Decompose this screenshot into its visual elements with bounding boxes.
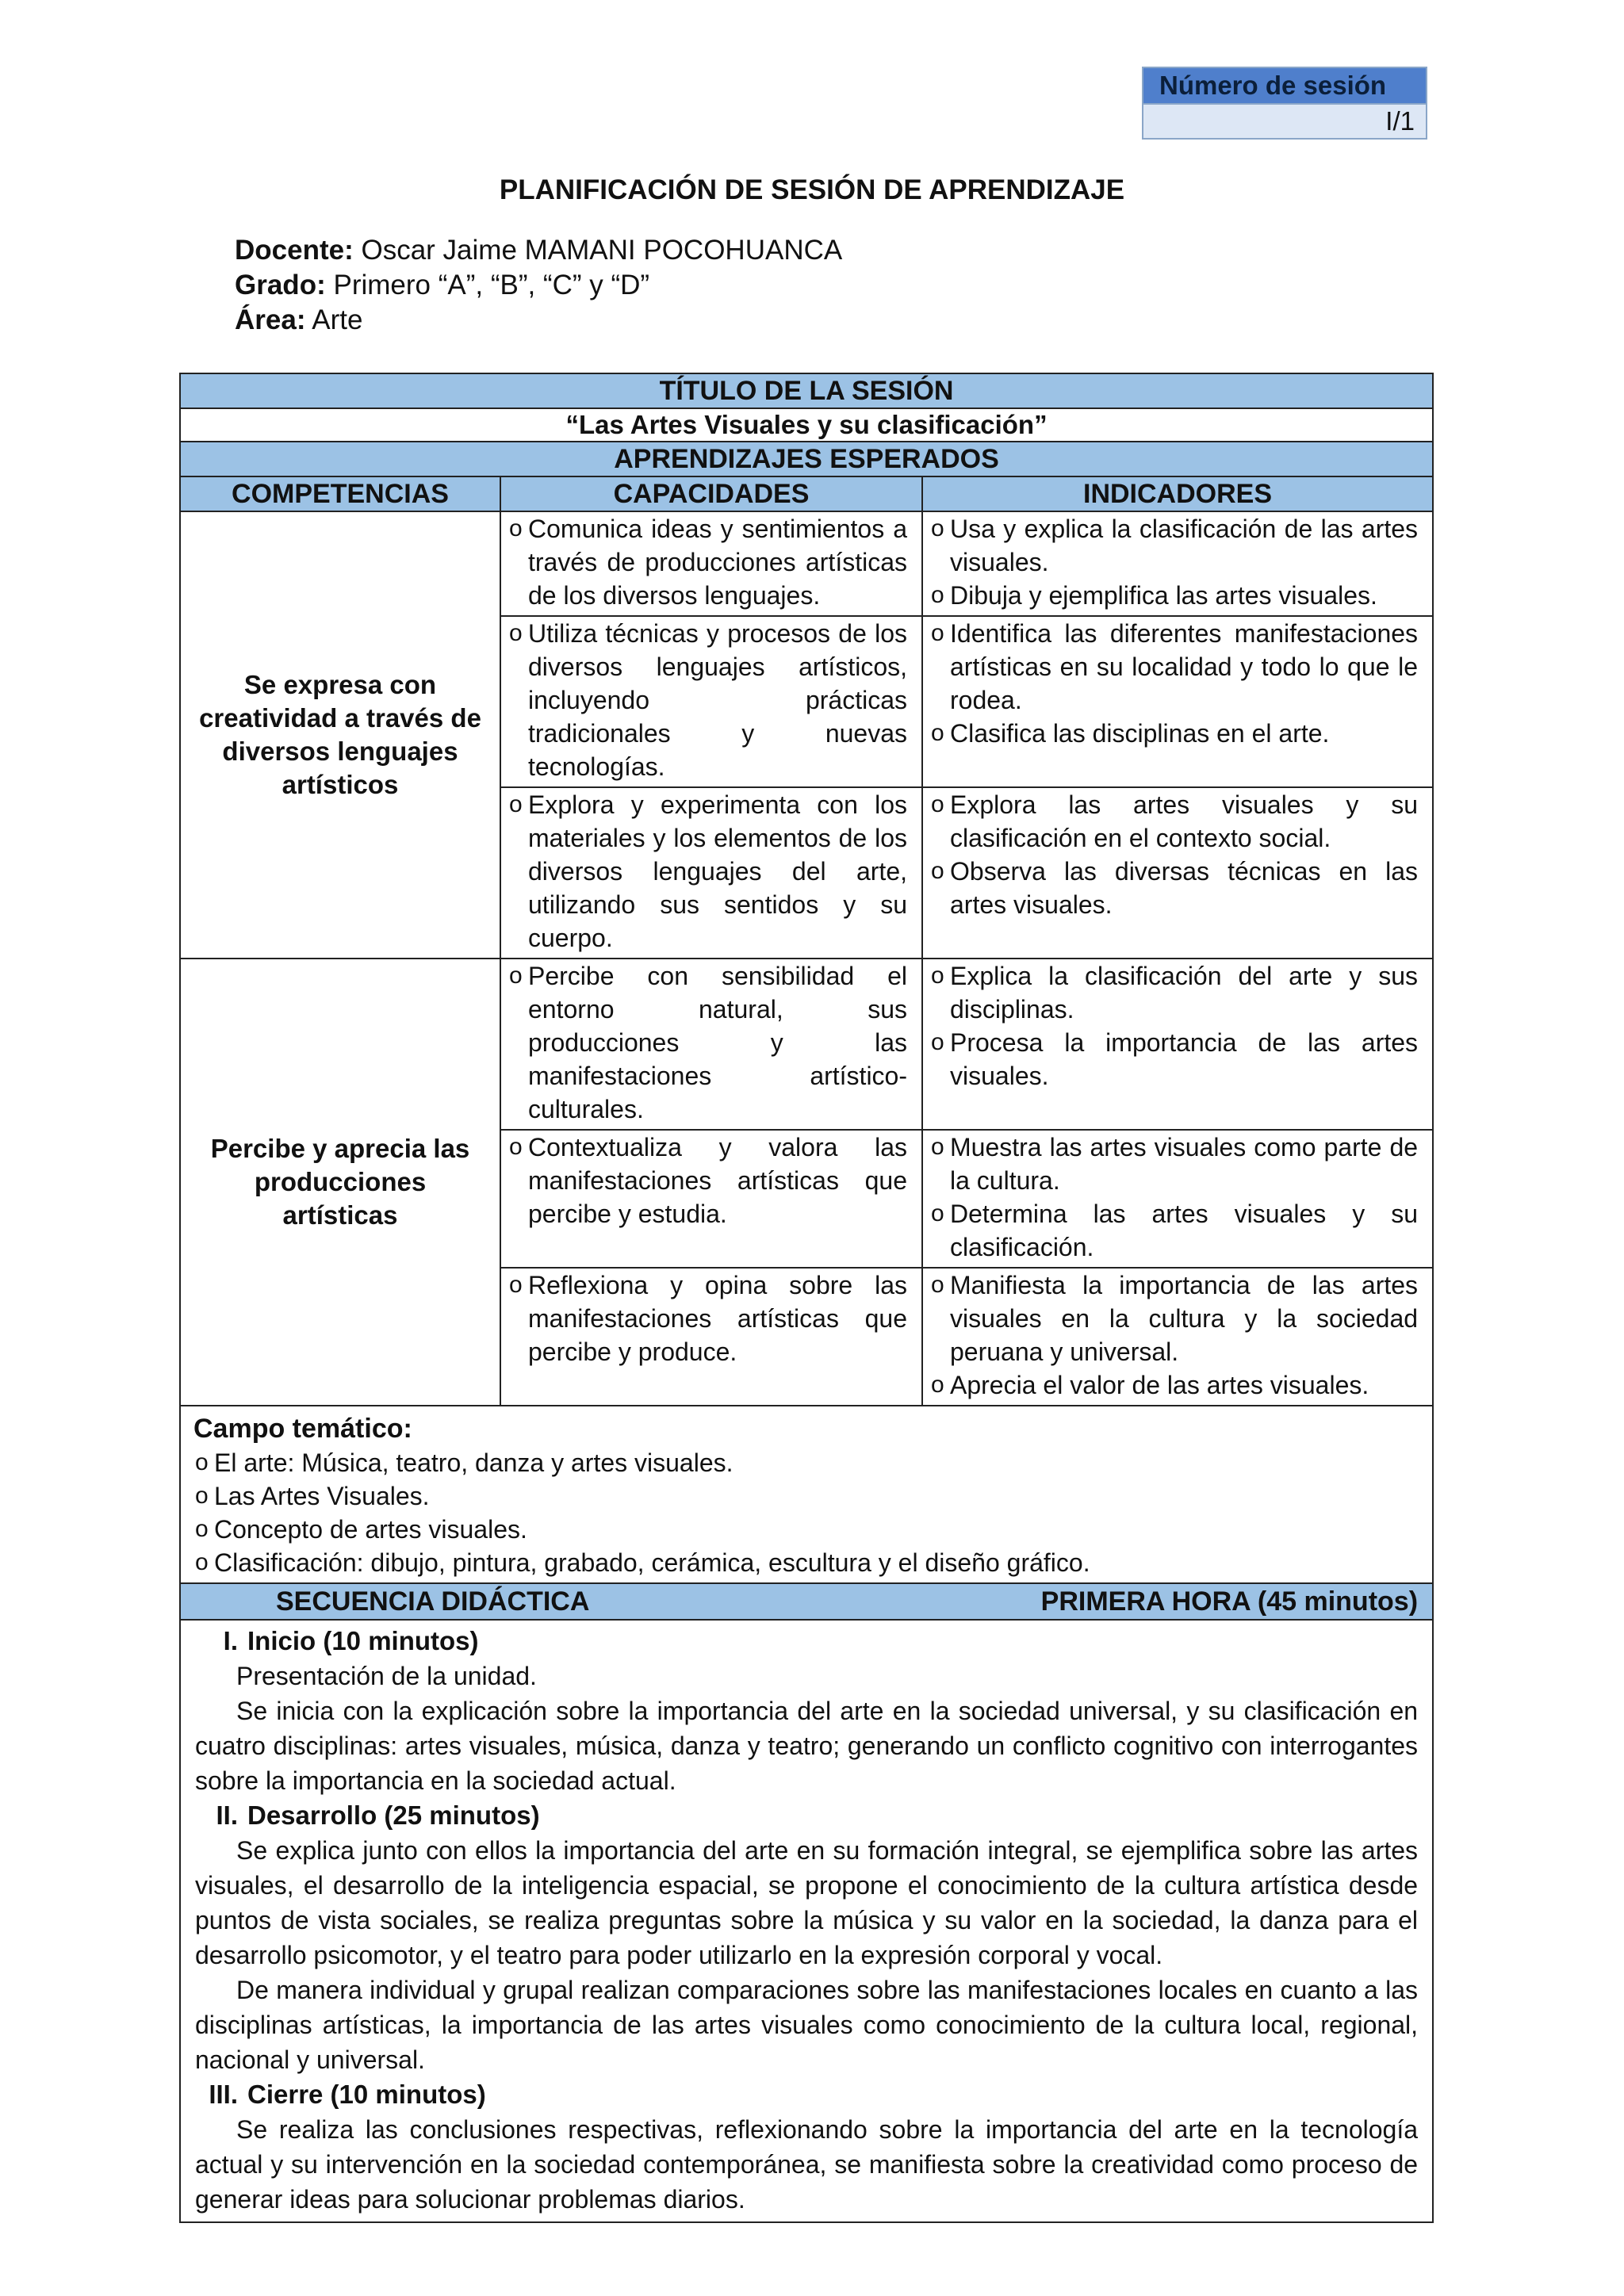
meta-grado (235, 268, 842, 303)
indicator-item: o Usa y explica la clasificación de las artes visuales. (929, 512, 1418, 579)
session-title-header: TÍTULO DE LA SESIÓN (180, 373, 1433, 408)
meta-area (235, 303, 842, 338)
indicator-item: o Observa las diversas técnicas en las artes visuales. (929, 855, 1418, 921)
meta-label: Área: (235, 304, 306, 335)
expected-learning-header: APRENDIZAJES ESPERADOS (180, 442, 1433, 476)
section-number: II. (216, 1800, 238, 1830)
capacity-item: o Utiliza técnicas y procesos de los diversos lenguajes artísticos, incluyendo prácticas tradicionales y nuevas tecnologías. (508, 617, 907, 783)
sequence-body-row (180, 1620, 1433, 2222)
campo-tematico-title: Campo temático: (193, 1414, 412, 1444)
section-number: I. (223, 1626, 238, 1655)
section-heading-desarrollo (195, 1798, 1418, 1833)
session-plan-table (179, 373, 1434, 2223)
paragraph: Se realiza las conclusiones respectivas, reflexionando sobre la importancia del arte en la tecnología actual y su intervención en la sociedad contemporánea, se manifiesta sobre la creatividad como proceso de generar ideas para solucionar problemas diarios. (195, 2115, 1419, 2214)
list-item: o Las Artes Visuales. (193, 1479, 1419, 1513)
meta-value: Arte (312, 304, 363, 335)
indicator-item: o Determina las artes visuales y su clasificación. (929, 1197, 1418, 1264)
indicator-item: o Identifica las diferentes manifestaciones artísticas en su localidad y todo lo que le rodea. (929, 617, 1418, 717)
section-heading-cierre (195, 2077, 1418, 2112)
column-header-competencias: COMPETENCIAS (180, 476, 500, 511)
capacity-item: o Contextualiza y valora las manifestaciones artísticas que percibe y estudia. (508, 1131, 907, 1230)
column-header-indicadores: INDICADORES (922, 476, 1433, 511)
indicator-item: o Dibuja y ejemplifica las artes visuales. (929, 579, 1418, 612)
list-item: o Concepto de artes visuales. (193, 1513, 1419, 1546)
paragraph: Se inicia con la explicación sobre la importancia del arte en la sociedad universal, y su clasificación en cuatro disciplinas: artes visuales, música, danza y teatro; generando un conflicto cognitivo con interrogantes sobre la importancia en la sociedad actual. (195, 1697, 1419, 1795)
meta-value: Primero “A”, “B”, “C” y “D” (333, 270, 650, 300)
paragraph: Presentación de la unidad. (236, 1662, 537, 1690)
indicator-item: o Clasifica las disciplinas en el arte. (929, 717, 1418, 750)
meta-docente (235, 233, 842, 268)
meta-label: Docente: (235, 235, 354, 266)
capacity-item: o Explora y experimenta con los materiales y los elementos de los diversos lenguajes del arte, utilizando sus sentidos y su cuerpo. (508, 788, 907, 955)
capacity-item: o Percibe con sensibilidad el entorno natural, sus producciones y las manifestaciones artístico-culturales. (508, 959, 907, 1126)
section-number: III. (209, 2080, 238, 2109)
sequence-label: SECUENCIA DIDÁCTICA (276, 1586, 590, 1617)
campo-tematico-row (180, 1406, 1433, 1583)
paragraph: De manera individual y grupal realizan comparaciones sobre las manifestaciones locales en cuanto a las disciplinas artísticas, la importancia de las artes visuales como conocimiento de la cultura local, regional, nacional y universal. (195, 1976, 1419, 2074)
competency-name: Percibe y aprecia las producciones artísticas (180, 959, 500, 1406)
meta-label: Grado: (235, 270, 326, 300)
meta-value: Oscar Jaime MAMANI POCOHUANCA (361, 235, 843, 266)
capacity-item: o Reflexiona y opina sobre las manifestaciones artísticas que percibe y produce. (508, 1269, 907, 1368)
indicator-item: o Muestra las artes visuales como parte de la cultura. (929, 1131, 1418, 1197)
section-title: Cierre (10 minutos) (247, 2080, 486, 2109)
table-row (180, 959, 1433, 1130)
section-title: Inicio (10 minutos) (247, 1626, 479, 1655)
indicator-item: o Aprecia el valor de las artes visuales. (929, 1368, 1418, 1402)
session-number-value: I/1 (1143, 103, 1426, 138)
document-meta (235, 233, 842, 338)
sequence-time: PRIMERA HORA (45 minutos) (1040, 1586, 1419, 1617)
document-title: PLANIFICACIÓN DE SESIÓN DE APRENDIZAJE (499, 174, 1125, 205)
list-item: o El arte: Música, teatro, danza y artes visuales. (193, 1446, 1419, 1479)
sequence-header-row (180, 1583, 1433, 1620)
indicator-item: o Procesa la importancia de las artes visuales. (929, 1026, 1418, 1093)
indicator-item: o Explica la clasificación del arte y sus disciplinas. (929, 959, 1418, 1026)
capacity-item: o Comunica ideas y sentimientos a través de producciones artísticas de los diversos lenguajes. (508, 512, 907, 612)
competency-name: Se expresa con creatividad a través de diversos lenguajes artísticos (180, 511, 500, 959)
indicator-item: o Manifiesta la importancia de las artes visuales en la cultura y la sociedad peruana y universal. (929, 1269, 1418, 1368)
section-title: Desarrollo (25 minutos) (247, 1800, 540, 1830)
list-item: o Clasificación: dibujo, pintura, grabado, cerámica, escultura y el diseño gráfico. (193, 1546, 1419, 1579)
table-row (180, 511, 1433, 616)
indicator-item: o Explora las artes visuales y su clasificación en el contexto social. (929, 788, 1418, 855)
session-number-label: Número de sesión (1143, 68, 1426, 103)
column-header-capacidades: CAPACIDADES (500, 476, 922, 511)
section-heading-inicio (195, 1624, 1418, 1659)
session-number-box (1142, 67, 1427, 140)
session-title: “Las Artes Visuales y su clasificación” (180, 408, 1433, 442)
paragraph: Se explica junto con ellos la importancia del arte en su formación integral, se ejemplifica sobre las artes visuales, el desarrollo de la inteligencia espacial, se propone el conocimiento de la cultura artística desde puntos de vista sociales, se realiza preguntas sobre la música y su valor en la sociedad, la danza para el desarrollo psicomotor, y el teatro para poder utilizarlo en la expresión corporal y vocal. (195, 1836, 1419, 1969)
